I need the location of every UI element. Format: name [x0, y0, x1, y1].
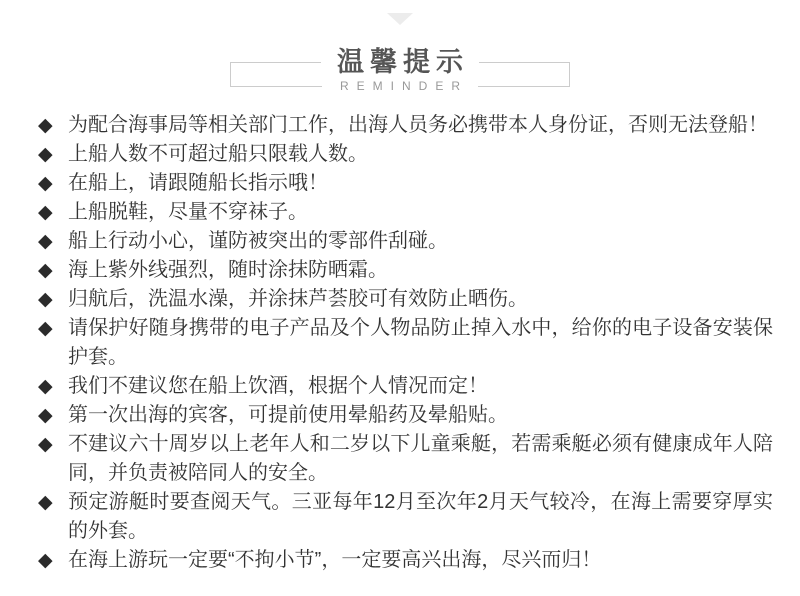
diamond-bullet-icon: ◆ [38, 173, 53, 194]
diamond-bullet-icon: ◆ [38, 260, 53, 281]
diamond-bullet-icon: ◆ [38, 550, 53, 571]
tip-text: 在船上，请跟随船长指示哦！ [68, 172, 328, 194]
tip-text: 船上行动小心，谨防被突出的零部件刮碰。 [68, 230, 448, 252]
tip-item [38, 372, 773, 401]
reminder-page [0, 13, 800, 596]
diamond-bullet-icon: ◆ [38, 202, 53, 223]
diamond-bullet-icon: ◆ [38, 231, 53, 252]
tip-text: 第一次出海的宾客，可提前使用晕船药及晕船贴。 [68, 404, 508, 426]
tip-item [38, 140, 773, 169]
page-title: 温馨提示 [321, 47, 479, 78]
diamond-bullet-icon: ◆ [38, 318, 53, 339]
diamond-bullet-icon: ◆ [38, 492, 53, 513]
tip-item [38, 169, 773, 198]
tips-list [0, 111, 800, 575]
diamond-bullet-icon: ◆ [38, 376, 53, 397]
tip-text: 预定游艇时要查阅天气。三亚每年12月至次年2月天气较冷，在海上需要穿厚实的外套。 [68, 491, 773, 542]
diamond-bullet-icon: ◆ [38, 115, 53, 136]
page-subtitle: REMINDER [322, 78, 478, 95]
tip-item [38, 285, 773, 314]
diamond-bullet-icon: ◆ [38, 434, 53, 455]
tip-text: 上船脱鞋，尽量不穿袜子。 [68, 201, 308, 223]
tip-text: 为配合海事局等相关部门工作，出海人员务必携带本人身份证，否则无法登船！ [68, 114, 768, 136]
tip-text: 上船人数不可超过船只限载人数。 [68, 143, 368, 165]
tip-text: 请保护好随身携带的电子产品及个人物品防止掉入水中，给你的电子设备安装保护套。 [68, 317, 773, 368]
tip-text: 海上紫外线强烈，随时涂抹防晒霜。 [68, 259, 388, 281]
tip-text: 我们不建议您在船上饮酒，根据个人情况而定！ [68, 375, 488, 397]
tip-item [38, 430, 773, 488]
tip-item [38, 488, 773, 546]
tip-text: 归航后，洗温水澡，并涂抹芦荟胶可有效防止晒伤。 [68, 288, 528, 310]
title-frame [230, 47, 570, 93]
tip-item [38, 198, 773, 227]
tip-text: 不建议六十周岁以上老年人和二岁以下儿童乘艇，若需乘艇必须有健康成年人陪同，并负责被陪同人的安全。 [68, 433, 773, 484]
triangle-down-icon [387, 13, 413, 25]
tip-item [38, 256, 773, 285]
tip-text: 在海上游玩一定要“不拘小节”，一定要高兴出海，尽兴而归！ [68, 549, 602, 571]
diamond-bullet-icon: ◆ [38, 405, 53, 426]
diamond-bullet-icon: ◆ [38, 144, 53, 165]
tip-item [38, 227, 773, 256]
diamond-bullet-icon: ◆ [38, 289, 53, 310]
tip-item [38, 111, 773, 140]
tip-item [38, 401, 773, 430]
tip-item [38, 546, 773, 575]
tip-item [38, 314, 773, 372]
